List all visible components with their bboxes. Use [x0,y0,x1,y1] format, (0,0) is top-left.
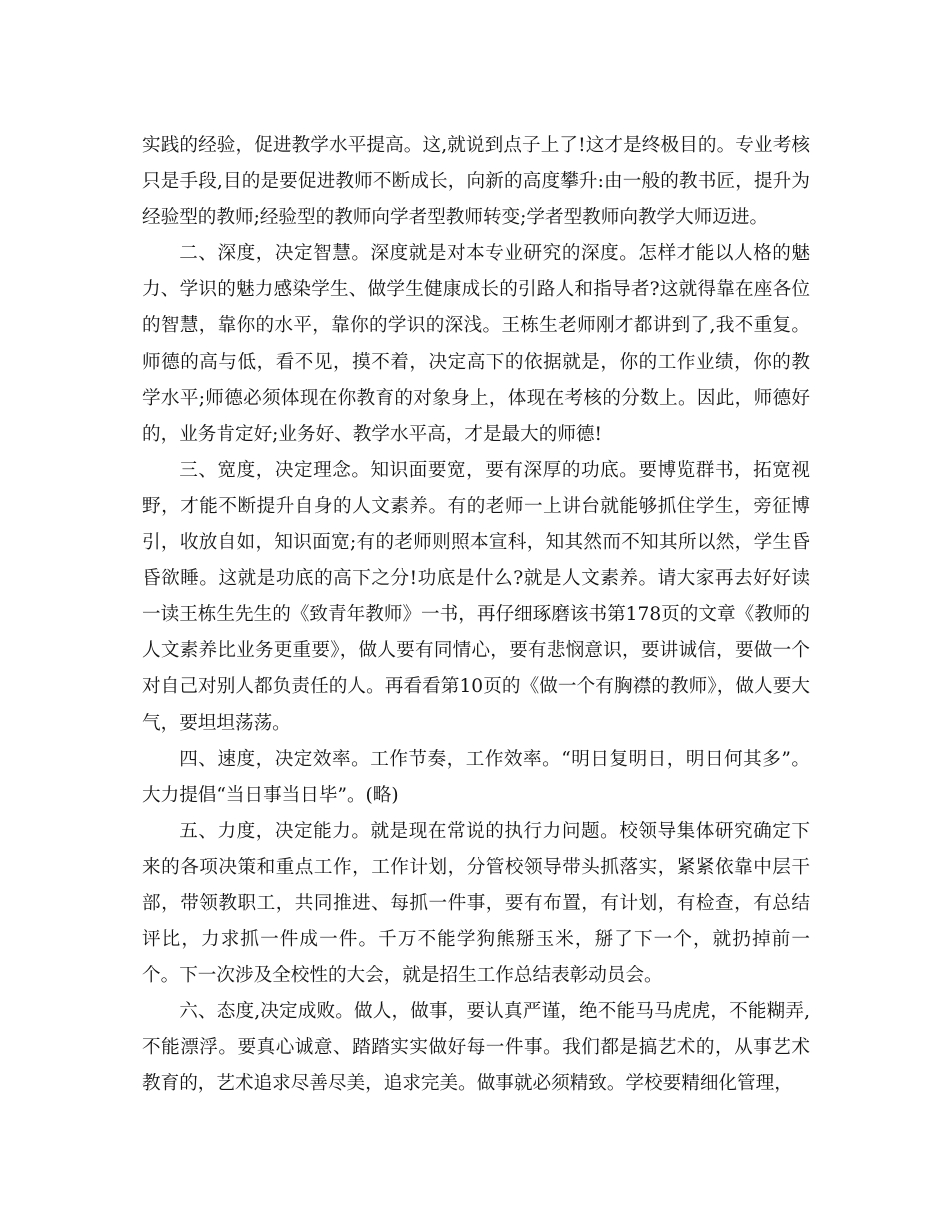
paragraph-6: 六、态度,决定成败。做人，做事，要认真严谨，绝不能马马虎虎，不能糊弄,不能漂浮。要真心诚意、踏踏实实做好每一件事。我们都是搞艺术的，从事艺术教育的，艺术追求尽善尽美，追求完美。做事就必须精致。学校要精细化管理， [142,1001,810,1095]
paragraph-1: 实践的经验，促进教学水平提高。这,就说到点子上了!这才是终极目的。专业考核只是手段,目的是要促进教师不断成长，向新的高度攀升:由一般的教书匠，提升为经验型的教师;经验型的教师向学者型教师转变;学者型教师向教学大师迈进。 [142,135,810,229]
paragraph-3: 三、宽度，决定理念。知识面要宽，要有深厚的功底。要博览群书，拓宽视野，才能不断提升自身的人文素养。有的老师一上讲台就能够抓住学生，旁征博引，收放自如，知识面宽;有的老师则照本宣科，知其然而不知其所以然，学生昏昏欲睡。这就是功底的高下之分!功底是什么?就是人文素养。请大家再去好好读一读王栋生先生的《致青年教师》一书，再仔细琢磨该书第178页的文章《教师的人文素养比业务更重要》，做人要有同情心，要有悲悯意识，要讲诚信，要做一个对自己对别人都负责任的人。再看看第10页的《做一个有胸襟的教师》，做人要大气，要坦坦荡荡。 [142,459,810,734]
paragraph-5: 五、力度，决定能力。就是现在常说的执行力问题。校领导集体研究确定下来的各项决策和重点工作，工作计划，分管校领导带头抓落实，紧紧依靠中层干部，带领教职工，共同推进、每抓一件事，要有布置，有计划，有检查，有总结评比，力求抓一件成一件。千万不能学狗熊掰玉米，掰了下一个，就扔掉前一个。下一次涉及全校性的大会，就是招生工作总结表彰动员会。 [142,820,810,987]
paragraph-4: 四、速度，决定效率。工作节奏，工作效率。“明日复明日，明日何其多”。大力提倡“当日事当日毕”。(略) [142,748,810,806]
document-body [142,128,810,1103]
paragraph-2: 二、深度，决定智慧。深度就是对本专业研究的深度。怎样才能以人格的魅力、学识的魅力感染学生、做学生健康成长的引路人和指导者?这就得靠在座各位的智慧，靠你的水平，靠你的学识的深浅。王栋生老师刚才都讲到了,我不重复。师德的高与低，看不见，摸不着，决定高下的依据就是，你的工作业绩，你的教学水平;师德必须体现在你教育的对象身上，体现在考核的分数上。因此，师德好的，业务肯定好;业务好、教学水平高，才是最大的师德! [142,243,810,445]
